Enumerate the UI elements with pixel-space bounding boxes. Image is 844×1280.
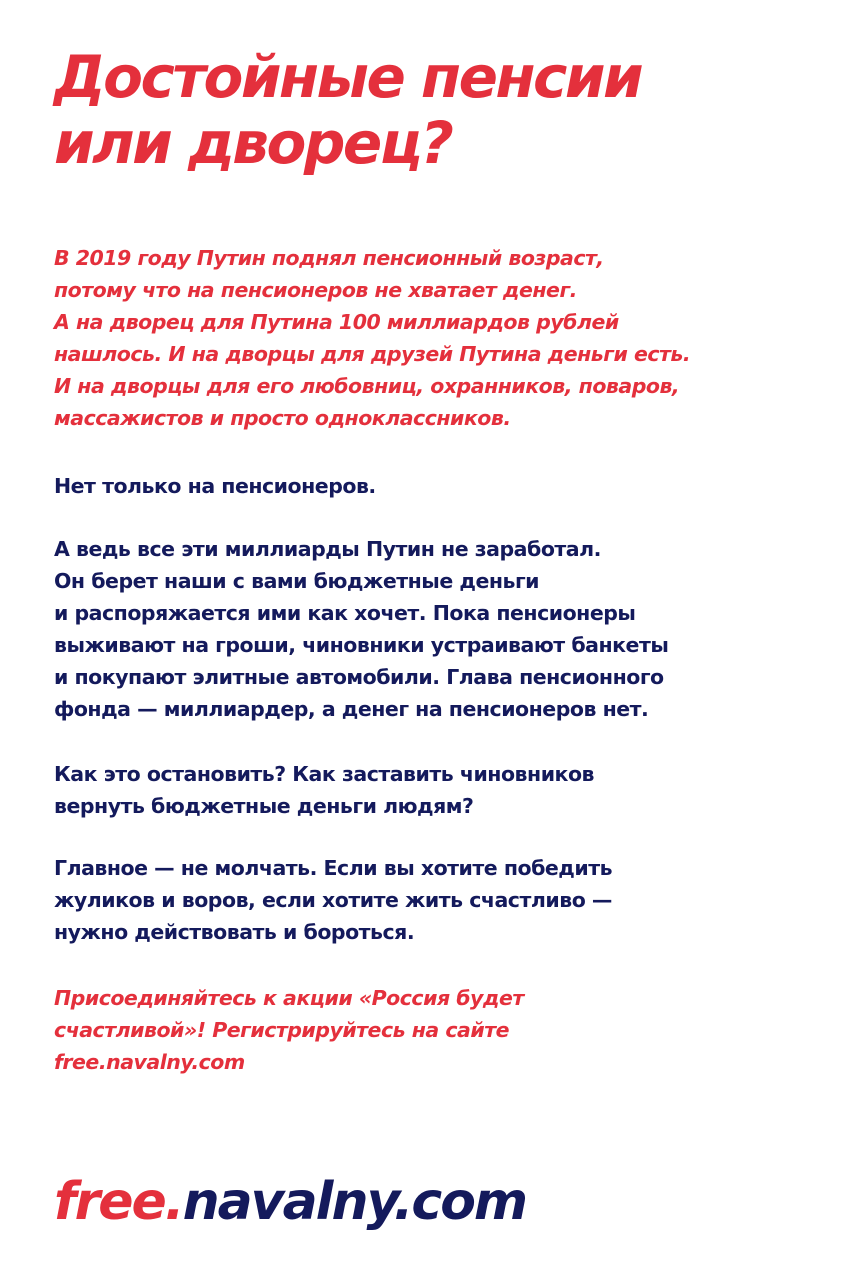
- billions-line: и покупают элитные автомобили. Глава пенсионного: [54, 665, 664, 689]
- intro-paragraph: [54, 242, 824, 434]
- headline-line: или дворец?: [54, 109, 452, 177]
- footer-url-prefix: free.: [54, 1172, 183, 1232]
- question-line: вернуть бюджетные деньги людям?: [54, 794, 474, 818]
- question-line: Как это остановить? Как заставить чиновников: [54, 762, 595, 786]
- main-point-line: нужно действовать и бороться.: [54, 920, 415, 944]
- intro-line: нашлось. И на дворцы для друзей Путина деньги есть.: [54, 342, 691, 366]
- billions-line: Он берет наши с вами бюджетные деньги: [54, 569, 540, 593]
- only-pensioners-paragraph: [54, 470, 824, 502]
- headline-line: Достойные пенсии: [54, 43, 642, 111]
- main-point-line: жуликов и воров, если хотите жить счастливо —: [54, 888, 612, 912]
- billions-line: и распоряжается ими как хочет. Пока пенсионеры: [54, 601, 636, 625]
- billions-line: выживают на гроши, чиновники устраивают банкеты: [54, 633, 669, 657]
- cta-line: счастливой»! Регистрируйтесь на сайте: [54, 1018, 509, 1042]
- footer-url-domain: navalny.com: [182, 1172, 527, 1232]
- billions-line: фонда — миллиардер, а денег на пенсионеров нет.: [54, 697, 649, 721]
- cta-line: Присоединяйтесь к акции «Россия будет: [54, 986, 524, 1010]
- main-point-paragraph: [54, 852, 824, 948]
- cta-link: free.navalny.com: [54, 1050, 245, 1074]
- intro-line: потому что на пенсионеров не хватает денег.: [54, 278, 577, 302]
- call-to-action-paragraph: [54, 982, 824, 1078]
- billions-line: А ведь все эти миллиарды Путин не заработал.: [54, 537, 601, 561]
- billions-paragraph: [54, 533, 824, 725]
- intro-line: И на дворцы для его любовниц, охранников, поваров,: [54, 374, 680, 398]
- main-point-line: Главное — не молчать. Если вы хотите победить: [54, 856, 613, 880]
- question-paragraph: [54, 758, 824, 822]
- intro-line: В 2019 году Путин поднял пенсионный возраст,: [54, 246, 604, 270]
- only-pensioners-line: Нет только на пенсионеров.: [54, 474, 376, 498]
- footer-site-url: [54, 1170, 526, 1234]
- intro-line: А на дворец для Путина 100 миллиардов рублей: [54, 310, 619, 334]
- headline: [54, 44, 814, 176]
- intro-line: массажистов и просто одноклассников.: [54, 406, 511, 430]
